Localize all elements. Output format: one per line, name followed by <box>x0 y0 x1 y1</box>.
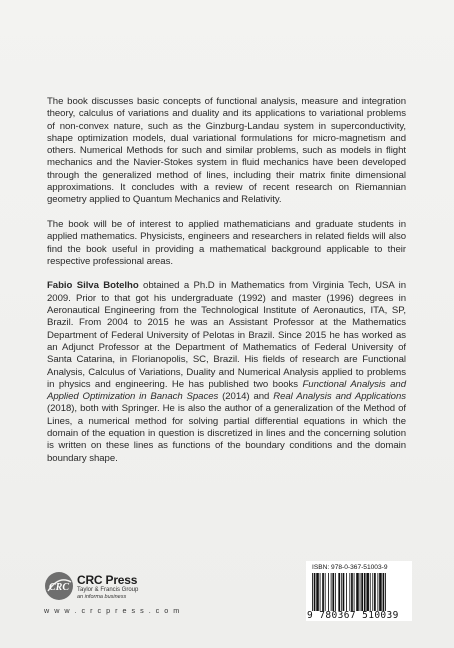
publisher-group: Taylor & Francis Group <box>77 587 139 593</box>
bio-text: obtained a Ph.D in Mathematics from Virginia Tech, USA in 2009. Prior to that got his undergraduate (1992) and master (1996) degrees in Aeronautical Engineering from the Technological Institute of Aeronautics, ITA, SP, Brazil. From 2004 to 2015 he was an Assistant Professor at the Mathematics Department of Federal University of Pelotas in Brazil. Since 2015 he has worked as an Adjunct Professor at the Department of Mathematics of Federal University of Santa Catarina, in Florianopolis, SC, Brazil. His fields of research are Functional Analysis, Calculus of Variations, Duality and Numerical Analysis applied to problems in physics and engineering. He has published two books <box>47 280 406 390</box>
barcode-digits: 9 780367 510039 <box>307 610 399 621</box>
crc-logo-icon <box>44 571 74 601</box>
description-paragraph: The book discusses basic concepts of functional analysis, measure and integration theory, calculus of variations and duality and its applications to variational problems of non-convex nature, such as the Ginzburg-Landau system in superconductivity, shape optimization models, dual variational formulations for micro-magnetism and others. Numerical Methods for such and similar problems, such as models in flight mechanics and the Navier-Stokes system in fluid mechanics have been developed through the generalized method of lines, including their matrix finite dimensional approximations. It concludes with a review of recent research on Riemannian geometry applied to Quantum Mechanics and Relativity. <box>47 96 406 206</box>
book-title: Real Analysis and Applications <box>273 391 406 403</box>
publisher-url: w w w . c r c p r e s s . c o m <box>44 606 181 615</box>
isbn-label: ISBN: 978-0-367-51003-9 <box>312 564 388 571</box>
author-name: Fabio Silva Botelho <box>47 280 139 292</box>
book-title: Functional Analysis and Applied Optimization in Banach Spaces <box>47 378 406 403</box>
bio-text: (2014) and <box>218 391 274 403</box>
bio-text: (2018), both with Springer. He is also the author of a generalization of the Method of Lines, a numerical method for solving partial differential equations in which the domain of the equation in question is discretized in lines and the concerning solution is written on these lines as functions of the boundary conditions and the domain boundary shape. <box>47 403 406 464</box>
barcode-icon <box>312 573 406 611</box>
publisher-name: CRC Press <box>77 573 138 587</box>
author-bio <box>47 280 406 464</box>
publisher-subtitle: an informa business <box>77 594 127 600</box>
cover-blurb <box>47 96 406 477</box>
crc-logo-text: CRC <box>48 582 70 593</box>
isbn-barcode-box <box>306 561 412 621</box>
publisher-block <box>44 566 194 616</box>
audience-paragraph: The book will be of interest to applied mathematicians and graduate students in applied mathematics. Physicists, engineers and researchers in related fields will also find the book useful in providing a mathematical background applicable to their respective professional areas. <box>47 218 406 267</box>
